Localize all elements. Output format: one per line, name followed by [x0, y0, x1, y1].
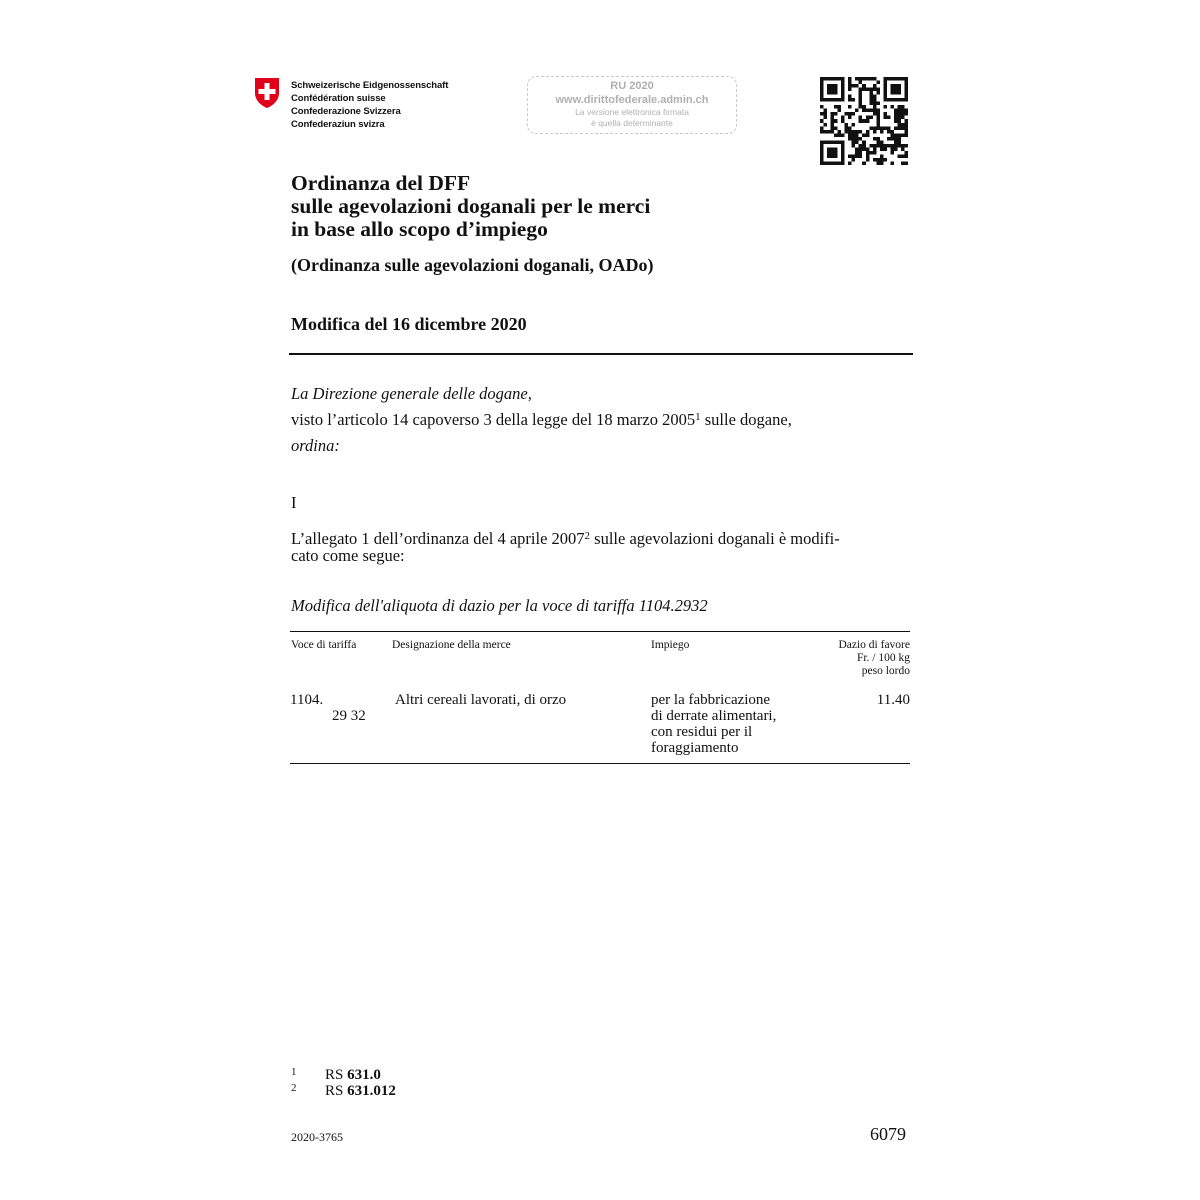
electronic-signature-stamp	[527, 76, 737, 134]
preamble-legal-basis	[291, 410, 792, 430]
document-title	[291, 172, 650, 241]
authority-names	[291, 79, 448, 131]
stamp-url: www.dirittofederale.admin.ch	[555, 94, 709, 106]
header-preferential-duty	[838, 639, 910, 678]
document-number: 2020-3765	[291, 1130, 343, 1144]
tariff-table	[290, 631, 910, 765]
section-number: I	[291, 493, 297, 512]
preamble-authority: La Direzione generale delle dogane,	[291, 384, 532, 403]
authority-fr: Confédération suisse	[291, 93, 386, 104]
header-duty-line-1: Dazio di favore	[838, 639, 910, 651]
tariff-subheading: 29 32	[332, 708, 366, 724]
footnote-1-prefix: RS	[325, 1067, 348, 1083]
cell-duty: 11.40	[876, 692, 910, 708]
use-line-2: di derrate alimentari,	[651, 708, 777, 724]
header-duty-line-3: peso lordo	[861, 665, 910, 677]
title-line-1: Ordinanza del DFF	[291, 171, 471, 195]
cell-tariff-number	[290, 692, 366, 724]
document-short-title: (Ordinanza sulle agevolazioni doganali, OADo)	[291, 255, 654, 275]
stamp-note-2: è quella determinante	[591, 118, 673, 128]
amendment-date: Modifica del 16 dicembre 2020	[291, 314, 527, 334]
preamble-order: ordina:	[291, 436, 340, 455]
footnote-ref-1[interactable]: 1	[695, 411, 701, 423]
legal-basis-text-end: sulle dogane,	[700, 410, 792, 429]
header-use: Impiego	[651, 639, 690, 651]
footnote-2	[291, 1080, 396, 1099]
table-bottom-rule	[290, 763, 910, 764]
use-line-4: foraggiamento	[651, 740, 739, 756]
footnote-2-number: 2	[291, 1082, 297, 1094]
legal-basis-text: visto l’articolo 14 capoverso 3 della legge del 18 marzo 2005	[291, 410, 696, 429]
title-divider	[289, 353, 913, 355]
authority-de: Schweizerische Eidgenossenschaft	[291, 80, 449, 91]
title-line-3: in base allo scopo d’impiego	[291, 217, 548, 241]
footnote-2-ref[interactable]: 631.012	[347, 1083, 396, 1099]
footnote-1-number: 1	[291, 1066, 297, 1078]
section-text	[291, 529, 911, 566]
header-duty-line-2: Fr. / 100 kg	[856, 652, 910, 664]
stamp-note-1: La versione elettronica firmata	[575, 107, 689, 117]
cell-use	[651, 692, 776, 756]
tariff-heading: 1104.	[290, 692, 324, 708]
page-number: 6079	[870, 1124, 906, 1144]
authority-it: Confederazione Svizzera	[291, 106, 401, 117]
table-caption: Modifica dell'aliquota di dazio per la voce di tariffa 1104.2932	[291, 596, 708, 615]
title-line-2: sulle agevolazioni doganali per le merci	[291, 194, 651, 218]
header-tariff-number: Voce di tariffa	[291, 639, 357, 651]
section-text-part: L’allegato 1 dell’ordinanza del 4 aprile 2007	[291, 529, 585, 548]
use-line-3: con residui per il	[651, 724, 753, 740]
qr-code-icon	[820, 77, 908, 165]
footnote-1-ref[interactable]: 631.0	[347, 1067, 381, 1083]
section-text-line-2: cato come segue:	[291, 546, 405, 565]
table-top-rule	[290, 631, 910, 632]
footnote-ref-2[interactable]: 2	[584, 530, 591, 542]
use-line-1: per la fabbricazione	[651, 692, 771, 708]
section-text-part-end: sulle agevolazioni doganali è modifi-	[590, 529, 840, 548]
cell-designation: Altri cereali lavorati, di orzo	[395, 692, 567, 708]
swiss-cross-shield-icon	[253, 77, 281, 109]
header-designation: Designazione della merce	[392, 639, 511, 651]
authority-rm: Confederaziun svizra	[291, 119, 385, 130]
footnote-2-prefix: RS	[325, 1083, 348, 1099]
stamp-collection: RU 2020	[610, 80, 654, 92]
